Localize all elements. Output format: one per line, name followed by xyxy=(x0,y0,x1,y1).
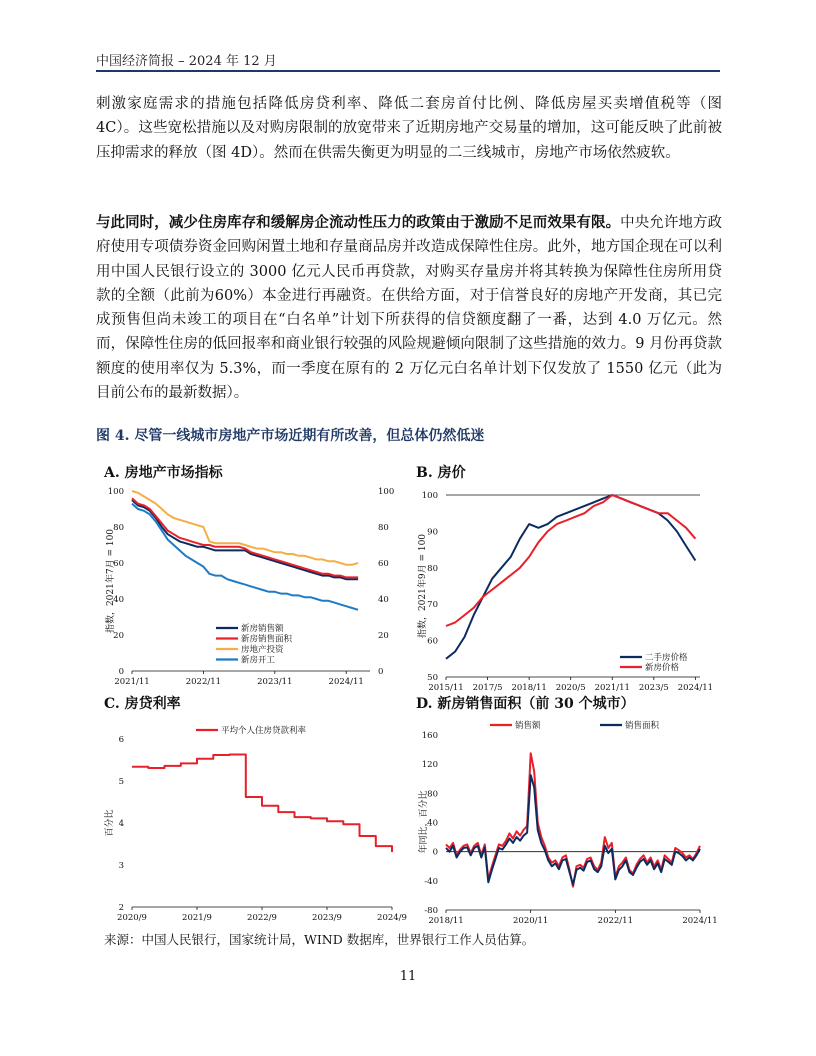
panel-a-x-tick-label: 2022/11 xyxy=(185,677,222,687)
panel-c-x-tick-label: 2024/9 xyxy=(377,913,407,923)
panel-c-x-tick-label: 2021/9 xyxy=(182,913,212,923)
panel-a-x-tick-label: 2023/11 xyxy=(257,677,293,687)
figure-title: 图 4. 尽管一线城市房地产市场近期有所改善，但总体仍然低迷 xyxy=(96,428,485,444)
panel-d-y-tick-label: 80 xyxy=(427,789,438,800)
panel-b-title: B. 房价 xyxy=(416,465,466,481)
panel-c-y-axis-label: 百分比 xyxy=(105,809,115,837)
panel-a-y-tick-label-right: 20 xyxy=(378,631,389,641)
panel-b-x-tick-label: 2024/11 xyxy=(677,683,714,693)
panel-a-y-tick-label: 80 xyxy=(113,523,124,533)
panel-a-y-tick-label-right: 60 xyxy=(378,559,389,569)
panel-d-x-tick-label: 2020/11 xyxy=(513,916,549,926)
panel-d-y-tick-label: 160 xyxy=(421,731,438,741)
panel-c-x-tick-label: 2022/9 xyxy=(247,913,277,923)
panel-a-title: A. 房地产市场指标 xyxy=(104,465,223,481)
panel-b-x-tick-label: 2020/5 xyxy=(555,683,586,693)
panel-b-y-tick-label: 100 xyxy=(421,491,438,501)
panel-c-y-tick-label: 5 xyxy=(118,777,124,787)
panel-d-x-tick-label: 2022/11 xyxy=(597,916,633,926)
panel-c-y-tick-label: 4 xyxy=(118,819,124,829)
panel-d-y-tick-label: -80 xyxy=(424,906,438,916)
panel-a-y-tick-label-right: 80 xyxy=(378,523,389,533)
panel-a-y-tick-label-right: 40 xyxy=(378,595,389,605)
panel-d-legend-label-1: 销售额 xyxy=(515,721,541,731)
panel-b-y-axis-label: 指数，2021年9月 = 100 xyxy=(418,533,428,639)
panel-a-y-axis-label: 指数，2021年7月 = 100 xyxy=(106,528,116,634)
page-number: 11 xyxy=(399,969,417,984)
panel-c-series-line-1 xyxy=(132,755,392,853)
panel-a-legend-label-2: 新房销售面积 xyxy=(241,634,293,645)
panel-b-x-tick-label: 2021/11 xyxy=(594,683,630,693)
panel-b-y-tick-label: 80 xyxy=(427,563,438,574)
panel-d-title: D. 新房销售面积（前 30 个城市） xyxy=(416,696,635,712)
panel-c-x-tick-label: 2023/9 xyxy=(312,913,342,923)
panel-a-y-tick-label: 0 xyxy=(118,667,124,677)
panel-c-title: C. 房贷利率 xyxy=(104,696,181,712)
panel-c-y-tick-label: 2 xyxy=(118,903,124,913)
paragraph-1: 刺激家庭需求的措施包括降低房贷利率、降低二套房首付比例、降低房屋买卖增值税等（图 4C）。这些宽松措施以及对购房限制的放宽带来了近期房地产交易量的增加，这可能反映了此前被压抑需求的释放（图 4D）。然而在供需失衡更为明显的二三线城市，房地产市场依然疲软。 xyxy=(96,96,722,161)
panel-c-legend-label-1: 平均个人住房贷款利率 xyxy=(221,726,307,736)
panel-b-x-tick-label: 2017/5 xyxy=(472,683,503,693)
panel-b-legend-label-2: 新房价格 xyxy=(645,663,680,673)
panel-c-x-tick-label: 2020/9 xyxy=(117,913,147,923)
panel-d-y-tick-label: 40 xyxy=(427,818,438,829)
panel-d-legend-label-2: 销售面积 xyxy=(625,721,660,731)
panel-a-series-line-4 xyxy=(132,504,358,610)
panel-a-y-tick-label: 40 xyxy=(113,595,124,605)
panel-d-x-tick-label: 2024/11 xyxy=(682,916,718,926)
panel-d-y-axis-label: 年同比，百分比 xyxy=(419,790,429,854)
panel-b-y-tick-label: 90 xyxy=(427,527,438,538)
panel-a-y-tick-label-right: 0 xyxy=(378,667,384,677)
panel-d-y-tick-label: 120 xyxy=(421,760,438,771)
panel-b-y-tick-label: 70 xyxy=(427,600,438,611)
panel-a-x-tick-label: 2024/11 xyxy=(328,677,364,687)
panel-d-y-tick-label: -40 xyxy=(424,876,438,887)
panel-b-x-tick-label: 2015/11 xyxy=(428,683,464,693)
panel-a-y-tick-label: 20 xyxy=(113,631,124,641)
panel-b-x-tick-label: 2018/11 xyxy=(511,683,547,693)
panel-c-y-tick-label: 6 xyxy=(118,735,124,745)
panel-d-series-line-2 xyxy=(446,775,700,884)
report-header: 中国经济简报 – 2024 年 12 月 xyxy=(96,54,277,69)
panel-d-x-tick-label: 2018/11 xyxy=(428,916,464,926)
panel-b-y-tick-label: 50 xyxy=(427,673,438,683)
panel-b-legend-label-1: 二手房价格 xyxy=(645,653,688,663)
panel-a-legend-label-4: 新房开工 xyxy=(241,655,276,666)
panel-a-y-tick-label: 100 xyxy=(107,487,124,497)
panel-a-legend-label-3: 房地产投资 xyxy=(241,645,284,655)
panel-a-x-tick-label: 2021/11 xyxy=(114,677,150,687)
panel-a-y-tick-label-right: 100 xyxy=(378,487,395,497)
figure-source: 来源：中国人民银行，国家统计局，WIND 数据库，世界银行工作人员估算。 xyxy=(104,932,535,947)
panel-c-y-tick-label: 3 xyxy=(118,861,124,871)
panel-d-y-tick-label: 0 xyxy=(432,847,438,858)
panel-a-y-tick-label: 60 xyxy=(113,559,124,569)
paragraph-2-lead: 与此同时，减少住房库存和缓解房企流动性压力的政策由于激励不足而效果有限。 xyxy=(96,214,621,231)
panel-a-legend-label-1: 新房销售额 xyxy=(241,624,284,634)
panel-b-series-line-2 xyxy=(446,495,695,626)
panel-b-x-tick-label: 2023/5 xyxy=(638,683,669,693)
paragraph-2-body: 中央允许地方政府使用专项债券资金回购闲置土地和存量商品房并改造成保障性住房。此外，地方国企现在可以利用中国人民银行设立的 3000 亿元人民币再贷款，对购买存量房并将其转换为保障性住房所用贷款的全额（此前为60%）本金进行再融资。在供给方面，对于信誉良好的房地产开发商，其已完成预售但尚未竣工的项目在“白名单”计划下所获得的信贷额度翻了一番，达到 4.0 万亿元。然而，保障性住房的低回报率和商业银行较强的风险规避倾向限制了这些措施的效力。9 月份再贷款额度的使用率仅为 5.3%，而一季度在原有的 2 万亿元白名单计划下仅发放了 1550 亿元（此为目前公布的最新数据）。 xyxy=(96,215,722,402)
panel-b-y-tick-label: 60 xyxy=(427,636,438,647)
